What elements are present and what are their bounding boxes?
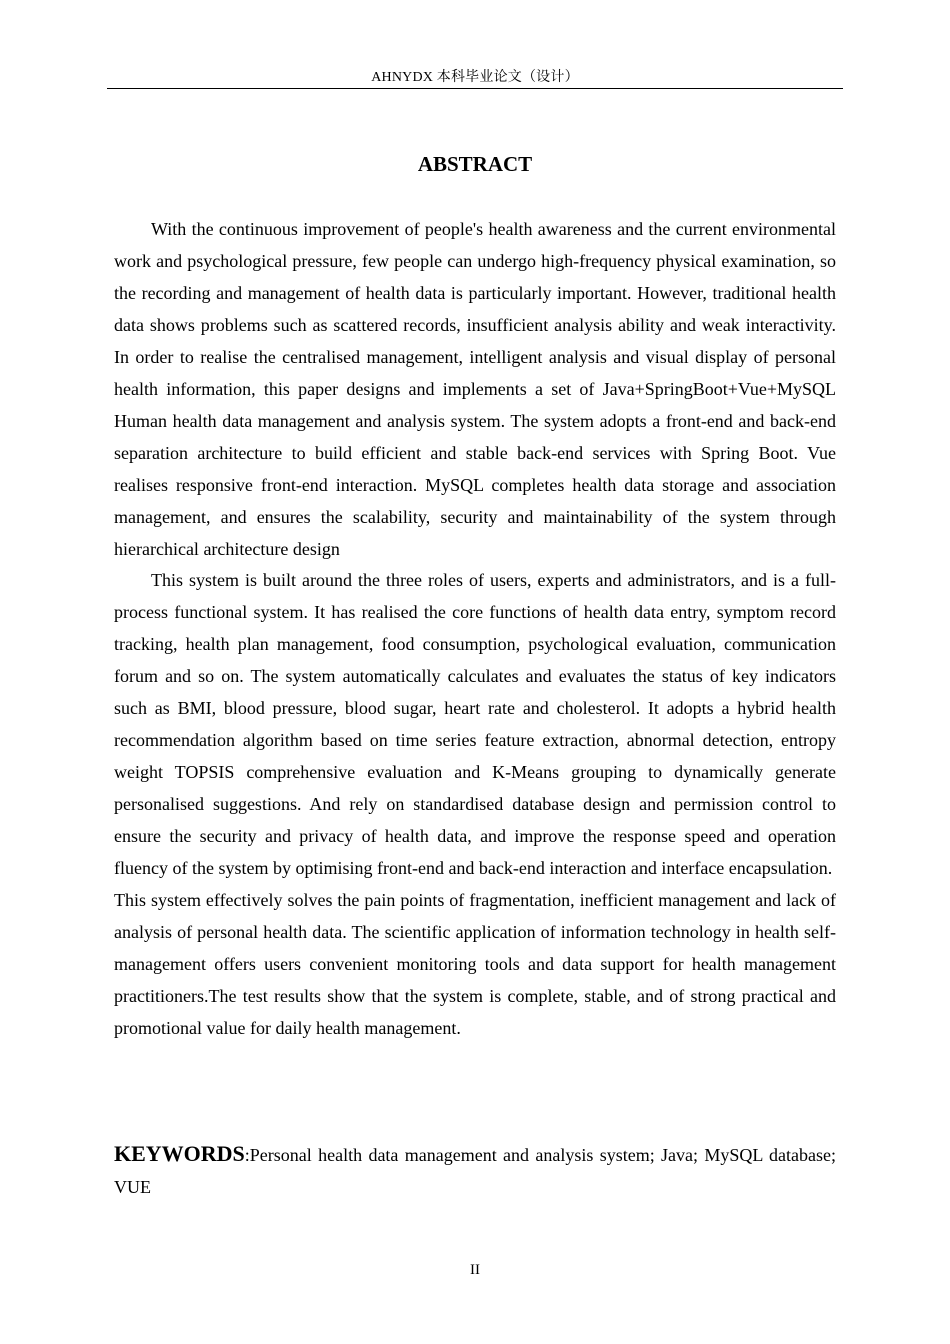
abstract-paragraph-1: With the continuous improvement of people's health awareness and the current environmental work and psychological pressure, few people can undergo high-frequency physical examination, so the recording and management of health data is particularly important. However, traditional health data shows problems such as scattered records, insufficient analysis ability and weak interactivity. In order to realise the centralised management, intelligent analysis and visual display of personal health information, this paper designs and implements a set of Java+SpringBoot+Vue+MySQL Human health data management and analysis system. The system adopts a front-end and back-end separation architecture to build efficient and stable back-end services with Spring Boot. Vue realises responsive front-end interaction. MySQL completes health data storage and association management, and ensures the scalability, security and maintainability of the system through hierarchical architecture design xyxy=(114,219,836,559)
page-header: AHNYDX 本科毕业论文（设计） xyxy=(371,70,579,85)
keywords-text: :Personal health data management and analysis system; Java; MySQL database; VUE xyxy=(114,1145,836,1197)
abstract-paragraph-2: This system is built around the three roles of users, experts and administrators, and is a full-process functional system. It has realised the core functions of health data entry, symptom record tracking, health plan management, food consumption, psychological evaluation, communication forum and so on. The system automatically calculates and evaluates the status of key indicators such as BMI, blood pressure, blood sugar, heart rate and cholesterol. It adopts a hybrid health recommendation algorithm based on time series feature extraction, abnormal detection, entropy weight TOPSIS comprehensive evaluation and K-Means grouping to dynamically generate personalised suggestions. And rely on standardised database design and permission control to ensure the security and privacy of health data, and improve the response speed and operation fluency of the system by optimising front-end and back-end interaction and interface encapsulation. xyxy=(114,570,836,879)
abstract-body xyxy=(114,214,836,1045)
page-number: II xyxy=(470,1262,480,1278)
keywords-line xyxy=(114,1138,836,1203)
abstract-paragraph-3: This system effectively solves the pain points of fragmentation, inefficient management and lack of analysis of personal health data. The scientific application of information technology in health self-management offers users convenient monitoring tools and data support for health management practitioners.The test results show that the system is complete, stable, and of strong practical and promotional value for daily health management. xyxy=(114,890,836,1038)
header-divider xyxy=(107,88,843,89)
keywords-label: KEYWORDS xyxy=(114,1141,245,1166)
abstract-title: ABSTRACT xyxy=(417,152,533,176)
